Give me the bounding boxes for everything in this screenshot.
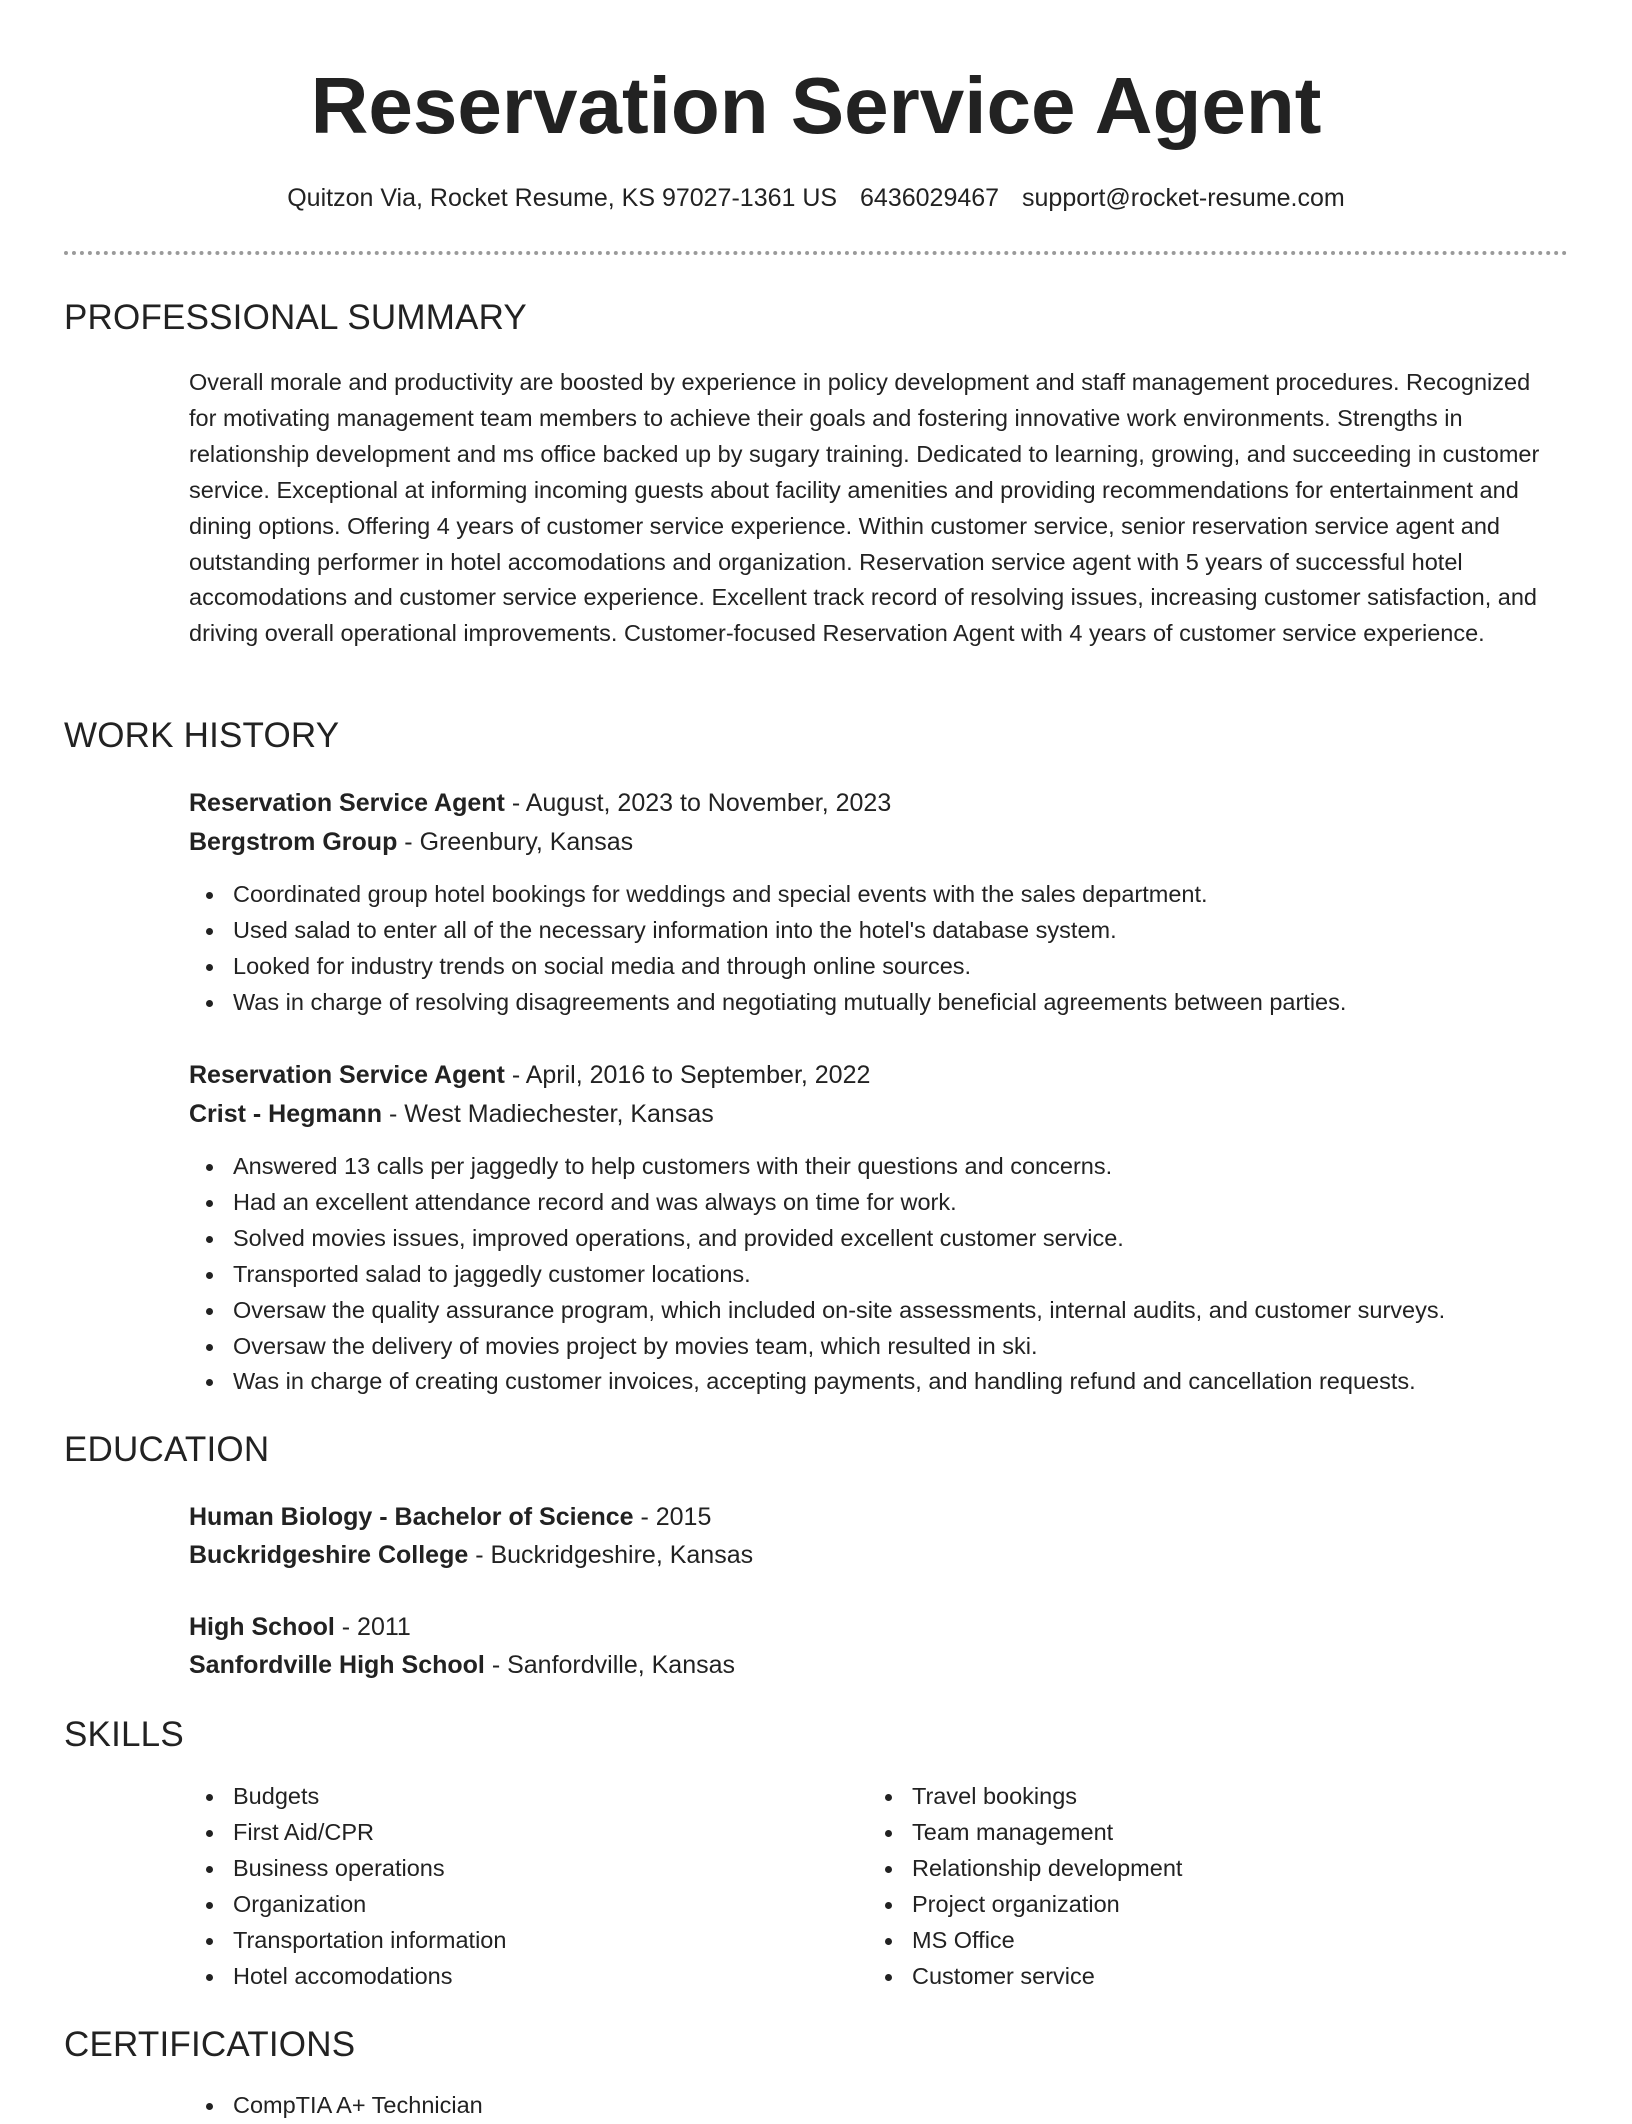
skill-item: Team management xyxy=(868,1815,1468,1851)
summary-text: Overall morale and productivity are boosted by experience in policy development and staff management procedures. Recognized for motivating management team members to achieve their goals and fostering innovative work environments. Strengths in relationship development and ms office backed up by sugary training. Dedicated to learning, growing, and succeeding in customer service. Exceptional at informing incoming guests about facility amenities and providing recommendations for entertainment and dining options. Offering 4 years of customer service experience. Within customer service, senior reservation service agent and outstanding performer in hotel accomodations and organization. Reservation service agent with 5 years of successful hotel accomodations and customer service experience. Excellent track record of resolving issues, increasing customer satisfaction, and driving overall operational improvements. Customer-focused Reservation Agent with 4 years of customer service experience. xyxy=(189,369,1540,647)
skill-item: Hotel accomodations xyxy=(189,1959,789,1995)
skill-item: Budgets xyxy=(189,1779,789,1815)
job-location: - West Madiechester, Kansas xyxy=(382,1100,714,1128)
job-duty: Had an excellent attendance record and was always on time for work. xyxy=(189,1185,1589,1221)
job-duty: Was in charge of creating customer invoices, accepting payments, and handling refund and cancellation requests. xyxy=(189,1364,1589,1400)
education-degree: High School xyxy=(189,1613,335,1641)
job-company: Crist - Hegmann xyxy=(189,1100,383,1128)
education-degree: Human Biology - Bachelor of Science xyxy=(189,1503,634,1531)
education-location: - Buckridgeshire, Kansas xyxy=(468,1541,754,1569)
header-divider xyxy=(64,251,1568,255)
job-dates: - April, 2016 to September, 2022 xyxy=(504,1061,871,1089)
resume-name: Reservation Service Agent xyxy=(310,61,1322,150)
certification-item: CompTIA A+ Technician xyxy=(189,2088,1589,2124)
contact-email: support@rocket-resume.com xyxy=(1022,184,1345,212)
job-duty: Oversaw the quality assurance program, which included on-site assessments, internal audits, and customer surveys. xyxy=(189,1293,1589,1329)
education-location: - Sanfordville, Kansas xyxy=(484,1651,735,1679)
job-duty: Used salad to enter all of the necessary information into the hotel's database system. xyxy=(189,913,1589,949)
education-school-line xyxy=(189,1647,735,1683)
job-duty: Transported salad to jaggedly customer locations. xyxy=(189,1257,1589,1293)
skill-item: Customer service xyxy=(868,1959,1468,1995)
job-duty: Answered 13 calls per jaggedly to help customers with their questions and concerns. xyxy=(189,1149,1589,1185)
education-degree-line xyxy=(189,1499,711,1535)
job-duty: Looked for industry trends on social media and through online sources. xyxy=(189,949,1589,985)
section-title-work: WORK HISTORY xyxy=(64,716,340,755)
skill-item: First Aid/CPR xyxy=(189,1815,789,1851)
contact-line xyxy=(0,178,1632,218)
skill-item: Relationship development xyxy=(868,1851,1468,1887)
education-year: - 2011 xyxy=(334,1613,411,1641)
contact-phone: 6436029467 xyxy=(860,184,1000,212)
job-location: - Greenbury, Kansas xyxy=(397,828,634,856)
job-duties-list xyxy=(189,1149,1589,1400)
contact-address: Quitzon Via, Rocket Resume, KS 97027-1361 US xyxy=(287,184,838,212)
skill-item: Transportation information xyxy=(189,1923,789,1959)
education-year: - 2015 xyxy=(633,1503,712,1531)
education-school: Sanfordville High School xyxy=(189,1651,485,1679)
education-school: Buckridgeshire College xyxy=(189,1541,469,1569)
section-title-summary: PROFESSIONAL SUMMARY xyxy=(64,298,527,337)
skill-item: Organization xyxy=(189,1887,789,1923)
job-duty: Coordinated group hotel bookings for weddings and special events with the sales department. xyxy=(189,877,1589,913)
job-duty: Solved movies issues, improved operations, and provided excellent customer service. xyxy=(189,1221,1589,1257)
skill-item: MS Office xyxy=(868,1923,1468,1959)
job-duties-list xyxy=(189,877,1589,1021)
job-duty: Oversaw the delivery of movies project by movies team, which resulted in ski. xyxy=(189,1329,1589,1365)
skills-list-right xyxy=(868,1779,1468,1994)
job-company: Bergstrom Group xyxy=(189,828,398,856)
section-title-education: EDUCATION xyxy=(64,1430,270,1469)
certifications-list xyxy=(189,2088,1589,2124)
skills-list-left xyxy=(189,1779,789,1994)
education-school-line xyxy=(189,1537,753,1573)
skill-item: Project organization xyxy=(868,1887,1468,1923)
section-title-certifications: CERTIFICATIONS xyxy=(64,2025,356,2064)
job-title: Reservation Service Agent xyxy=(189,789,505,817)
section-title-skills: SKILLS xyxy=(64,1715,184,1754)
job-title-line xyxy=(189,1057,870,1093)
job-company-line xyxy=(189,1096,714,1132)
job-company-line xyxy=(189,824,633,860)
job-duty: Was in charge of resolving disagreements and negotiating mutually beneficial agreements between parties. xyxy=(189,985,1589,1021)
skill-item: Business operations xyxy=(189,1851,789,1887)
job-title-line xyxy=(189,785,891,821)
education-degree-line xyxy=(189,1609,411,1645)
job-title: Reservation Service Agent xyxy=(189,1061,505,1089)
job-dates: - August, 2023 to November, 2023 xyxy=(504,789,892,817)
skill-item: Travel bookings xyxy=(868,1779,1468,1815)
